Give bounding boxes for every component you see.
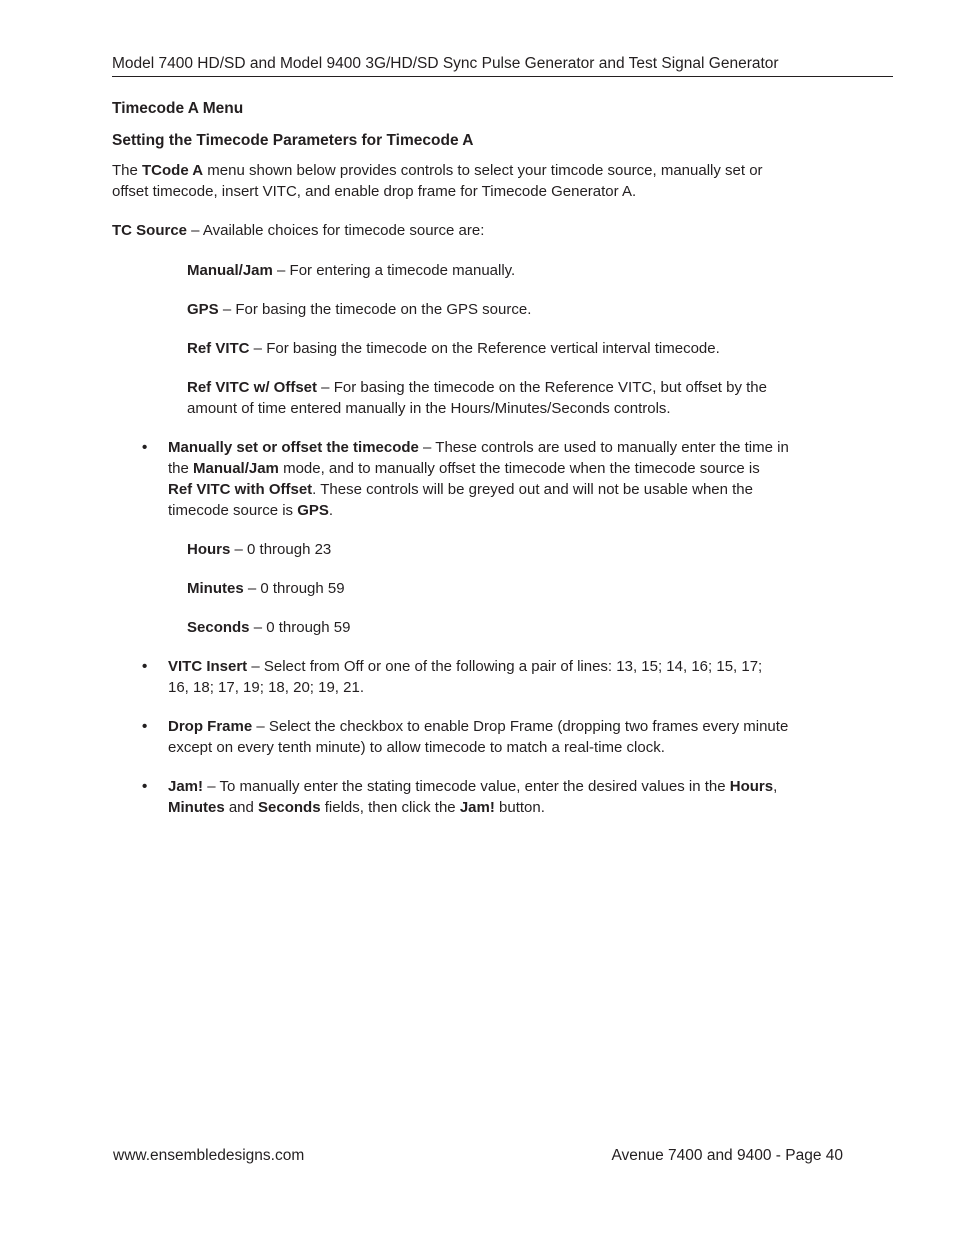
list-item-jam [112, 776, 842, 818]
body-text: button. [494, 799, 545, 816]
bullet-icon: • [142, 778, 148, 795]
time-field [187, 617, 842, 638]
header-rule [112, 76, 893, 77]
subsection-title: Setting the Timecode Parameters for Timecode A [112, 132, 474, 149]
tc-option [187, 260, 842, 281]
footer-page-number: Avenue 7400 and 9400 - Page 40 [611, 1147, 843, 1164]
body-text: – These controls are used to manually enter the time in [418, 439, 789, 456]
intro-prefix: The [112, 162, 143, 179]
field-name: Minutes [187, 580, 244, 597]
body-text: mode, and to manually offset the timecode when the timecode source is [278, 460, 760, 477]
bold-term: Hours [729, 778, 774, 795]
body-text: except on every tenth minute) to allow timecode to match a real-time clock. [168, 739, 665, 756]
list-item-manual [112, 437, 842, 521]
tc-option-name: GPS [187, 301, 219, 318]
tc-option [187, 377, 842, 419]
bold-term: Drop Frame [168, 718, 253, 735]
intro-menu-name: TCode A [142, 162, 204, 179]
bullet-icon: • [142, 439, 148, 456]
time-fields [187, 539, 842, 638]
bullet-list [112, 656, 842, 818]
time-field [187, 578, 842, 599]
bold-term: Jam! [168, 778, 204, 795]
bold-term: Manual/Jam [193, 460, 279, 477]
tc-option-desc: – For basing the timecode on the Reference VITC, but offset by the [317, 379, 767, 396]
footer-url: www.ensembledesigns.com [113, 1147, 305, 1164]
body-text: and [224, 799, 259, 816]
field-desc: – 0 through 59 [249, 619, 351, 636]
body-text: – To manually enter the stating timecode value, enter the desired values in the [203, 778, 730, 795]
tc-option-desc-line2: amount of time entered manually in the Hours/Minutes/Seconds controls. [187, 400, 671, 417]
field-desc: – 0 through 59 [243, 580, 345, 597]
bullet-list [112, 437, 842, 521]
bold-term: GPS [297, 502, 329, 519]
bold-term: Manually set or offset the timecode [168, 439, 419, 456]
field-desc: – 0 through 23 [230, 541, 332, 558]
tc-source-options [187, 260, 842, 419]
list-item-drop-frame [112, 716, 842, 758]
tc-source-text: – Available choices for timecode source are: [187, 222, 485, 239]
tc-option-desc: – For basing the timecode on the Reference vertical interval timecode. [249, 340, 720, 357]
bold-term: Ref VITC with Offset [168, 481, 313, 498]
tc-source-paragraph [112, 220, 842, 241]
body-text: – Select from Off or one of the following a pair of lines: 13, 15; 14, 16; 15, 17; [247, 658, 763, 675]
body-text: 16, 18; 17, 19; 18, 20; 19, 21. [168, 679, 364, 696]
bold-term: Jam! [459, 799, 495, 816]
tc-option-name: Manual/Jam [187, 262, 273, 279]
body-text: . [328, 502, 334, 519]
tc-option-desc: – For entering a timecode manually. [272, 262, 516, 279]
field-name: Hours [187, 541, 231, 558]
intro-line1: menu shown below provides controls to select your timcode source, manually set or [203, 162, 763, 179]
intro-line2: offset timecode, insert VITC, and enable drop frame for Timecode Generator A. [112, 183, 637, 200]
body-text: , [773, 778, 778, 795]
running-header: Model 7400 HD/SD and Model 9400 3G/HD/SD Sync Pulse Generator and Test Signal Generator [112, 55, 779, 72]
bold-term: Seconds [258, 799, 321, 816]
field-name: Seconds [187, 619, 250, 636]
tc-source-label: TC Source [112, 222, 188, 239]
bullet-icon: • [142, 718, 148, 735]
bold-term: Minutes [168, 799, 225, 816]
body-text: timecode source is [168, 502, 298, 519]
list-item-vitc [112, 656, 842, 698]
bold-term: VITC Insert [168, 658, 248, 675]
tc-option-desc: – For basing the timecode on the GPS source. [218, 301, 532, 318]
tc-option-name: Ref VITC w/ Offset [187, 379, 318, 396]
time-field [187, 539, 842, 560]
body-text: . These controls will be greyed out and will not be usable when the [312, 481, 753, 498]
page-content [112, 98, 842, 836]
body-text: the [168, 460, 194, 477]
section-title: Timecode A Menu [112, 100, 244, 117]
bullet-icon: • [142, 658, 148, 675]
body-text: – Select the checkbox to enable Drop Frame (dropping two frames every minute [252, 718, 789, 735]
tc-option-name: Ref VITC [187, 340, 250, 357]
body-text: fields, then click the [320, 799, 460, 816]
tc-option [187, 338, 842, 359]
tc-option [187, 299, 842, 320]
intro-paragraph [112, 160, 842, 202]
